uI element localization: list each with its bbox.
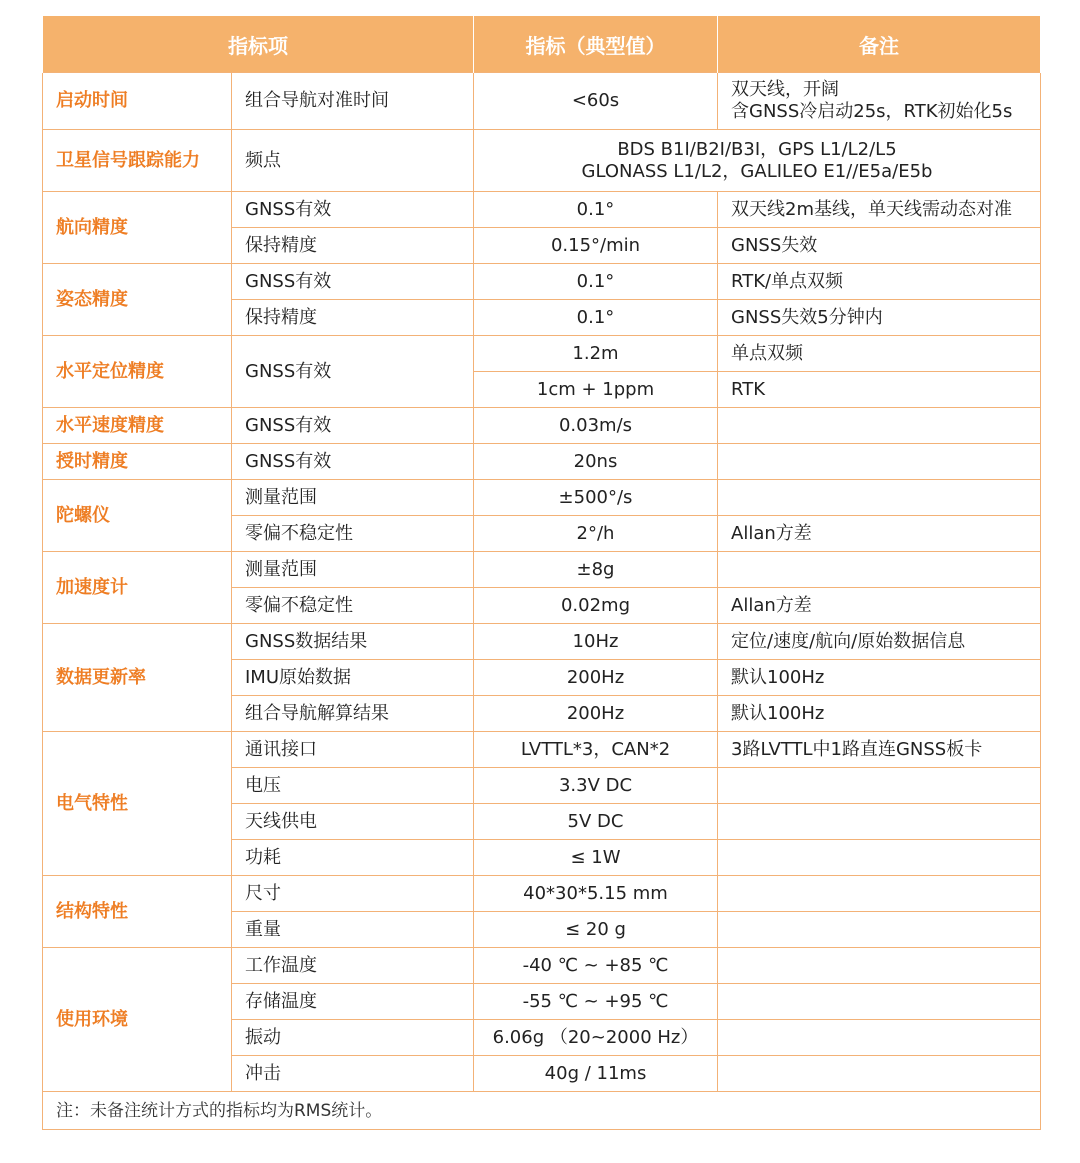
table-header-row (43, 16, 1041, 73)
item-cell: GNSS数据结果 (232, 624, 474, 660)
category-cell: 加速度计 (43, 552, 232, 624)
value-cell: 0.1° (474, 264, 718, 300)
item-cell: 振动 (232, 1020, 474, 1056)
item-cell: GNSS有效 (232, 336, 474, 408)
value-line: BDS B1I/B2I/B3I，GPS L1/L2/L5 (617, 138, 897, 160)
value-cell: 1.2m (474, 336, 718, 372)
item-cell: 组合导航对准时间 (232, 73, 474, 130)
note-cell (718, 73, 1041, 130)
item-cell: 零偏不稳定性 (232, 588, 474, 624)
category-cell: 水平定位精度 (43, 336, 232, 408)
value-cell: 3.3V DC (474, 768, 718, 804)
note-cell (718, 552, 1041, 588)
note-cell: 默认100Hz (718, 696, 1041, 732)
note-cell (718, 948, 1041, 984)
value-cell: ±8g (474, 552, 718, 588)
note-cell: 默认100Hz (718, 660, 1041, 696)
note-cell: Allan方差 (718, 588, 1041, 624)
table-row (43, 624, 1041, 660)
table-row (43, 480, 1041, 516)
item-cell: GNSS有效 (232, 264, 474, 300)
header-value: 指标（典型值） (474, 16, 718, 73)
item-cell: 测量范围 (232, 480, 474, 516)
value-cell: <60s (474, 73, 718, 130)
note-cell: 定位/速度/航向/原始数据信息 (718, 624, 1041, 660)
value-cell: 200Hz (474, 696, 718, 732)
note-cell (718, 804, 1041, 840)
table-row (43, 336, 1041, 372)
table-row (43, 552, 1041, 588)
category-cell: 授时精度 (43, 444, 232, 480)
item-cell: 通讯接口 (232, 732, 474, 768)
category-cell: 卫星信号跟踪能力 (43, 130, 232, 192)
value-cell: 10Hz (474, 624, 718, 660)
value-cell: 0.1° (474, 192, 718, 228)
item-cell: 天线供电 (232, 804, 474, 840)
table-row (43, 408, 1041, 444)
category-cell: 姿态精度 (43, 264, 232, 336)
note-cell (718, 480, 1041, 516)
note-cell: RTK (718, 372, 1041, 408)
note-cell: 双天线2m基线，单天线需动态对准 (718, 192, 1041, 228)
category-cell: 结构特性 (43, 876, 232, 948)
note-cell (718, 768, 1041, 804)
value-cell: 200Hz (474, 660, 718, 696)
footnote-row (43, 1092, 1041, 1130)
note-cell (718, 840, 1041, 876)
item-cell: GNSS有效 (232, 192, 474, 228)
note-cell (718, 1056, 1041, 1092)
note-cell (718, 876, 1041, 912)
category-cell: 电气特性 (43, 732, 232, 876)
note-cell (718, 444, 1041, 480)
item-cell: 重量 (232, 912, 474, 948)
value-cell: 20ns (474, 444, 718, 480)
note-cell (718, 984, 1041, 1020)
table-row (43, 876, 1041, 912)
item-cell: 保持精度 (232, 228, 474, 264)
item-cell: 组合导航解算结果 (232, 696, 474, 732)
category-cell: 数据更新率 (43, 624, 232, 732)
note-cell: Allan方差 (718, 516, 1041, 552)
item-cell: 测量范围 (232, 552, 474, 588)
spec-table (42, 16, 1041, 1130)
table-row (43, 192, 1041, 228)
table-row (43, 948, 1041, 984)
value-cell: ±500°/s (474, 480, 718, 516)
value-cell: 0.03m/s (474, 408, 718, 444)
item-cell: 冲击 (232, 1056, 474, 1092)
note-cell (718, 1020, 1041, 1056)
value-cell: 40*30*5.15 mm (474, 876, 718, 912)
category-cell: 陀螺仪 (43, 480, 232, 552)
note-cell (718, 912, 1041, 948)
item-cell: 保持精度 (232, 300, 474, 336)
table-row (43, 732, 1041, 768)
header-item: 指标项 (43, 16, 474, 73)
table-row (43, 73, 1041, 130)
category-cell: 使用环境 (43, 948, 232, 1092)
item-cell: 功耗 (232, 840, 474, 876)
category-cell: 航向精度 (43, 192, 232, 264)
value-cell (474, 130, 1041, 192)
item-cell: 零偏不稳定性 (232, 516, 474, 552)
table-row (43, 130, 1041, 192)
note-cell: GNSS失效5分钟内 (718, 300, 1041, 336)
value-cell: -40 ℃ ~ +85 ℃ (474, 948, 718, 984)
value-cell: LVTTL*3，CAN*2 (474, 732, 718, 768)
value-cell: 40g / 11ms (474, 1056, 718, 1092)
item-cell: 尺寸 (232, 876, 474, 912)
value-cell: -55 ℃ ~ +95 ℃ (474, 984, 718, 1020)
value-cell: 0.02mg (474, 588, 718, 624)
value-cell: 0.1° (474, 300, 718, 336)
footnote: 注：未备注统计方式的指标均为RMS统计。 (43, 1092, 1041, 1130)
value-cell: 5V DC (474, 804, 718, 840)
item-cell: 工作温度 (232, 948, 474, 984)
item-cell: GNSS有效 (232, 408, 474, 444)
note-cell: GNSS失效 (718, 228, 1041, 264)
table-row (43, 264, 1041, 300)
value-cell: ≤ 1W (474, 840, 718, 876)
item-cell: IMU原始数据 (232, 660, 474, 696)
note-line: 双天线，开阔 (731, 79, 839, 100)
note-cell: RTK/单点双频 (718, 264, 1041, 300)
item-cell: 存储温度 (232, 984, 474, 1020)
header-note: 备注 (718, 16, 1041, 73)
note-cell: 单点双频 (718, 336, 1041, 372)
category-cell: 启动时间 (43, 73, 232, 130)
value-cell: ≤ 20 g (474, 912, 718, 948)
note-line: 含GNSS冷启动25s，RTK初始化5s (731, 101, 1013, 122)
value-cell: 0.15°/min (474, 228, 718, 264)
item-cell: 频点 (232, 130, 474, 192)
category-cell: 水平速度精度 (43, 408, 232, 444)
value-cell: 2°/h (474, 516, 718, 552)
value-cell: 1cm + 1ppm (474, 372, 718, 408)
value-line: GLONASS L1/L2，GALILEO E1//E5a/E5b (581, 160, 933, 182)
table-row (43, 444, 1041, 480)
item-cell: 电压 (232, 768, 474, 804)
value-cell: 6.06g （20~2000 Hz） (474, 1020, 718, 1056)
item-cell: GNSS有效 (232, 444, 474, 480)
note-cell: 3路LVTTL中1路直连GNSS板卡 (718, 732, 1041, 768)
note-cell (718, 408, 1041, 444)
